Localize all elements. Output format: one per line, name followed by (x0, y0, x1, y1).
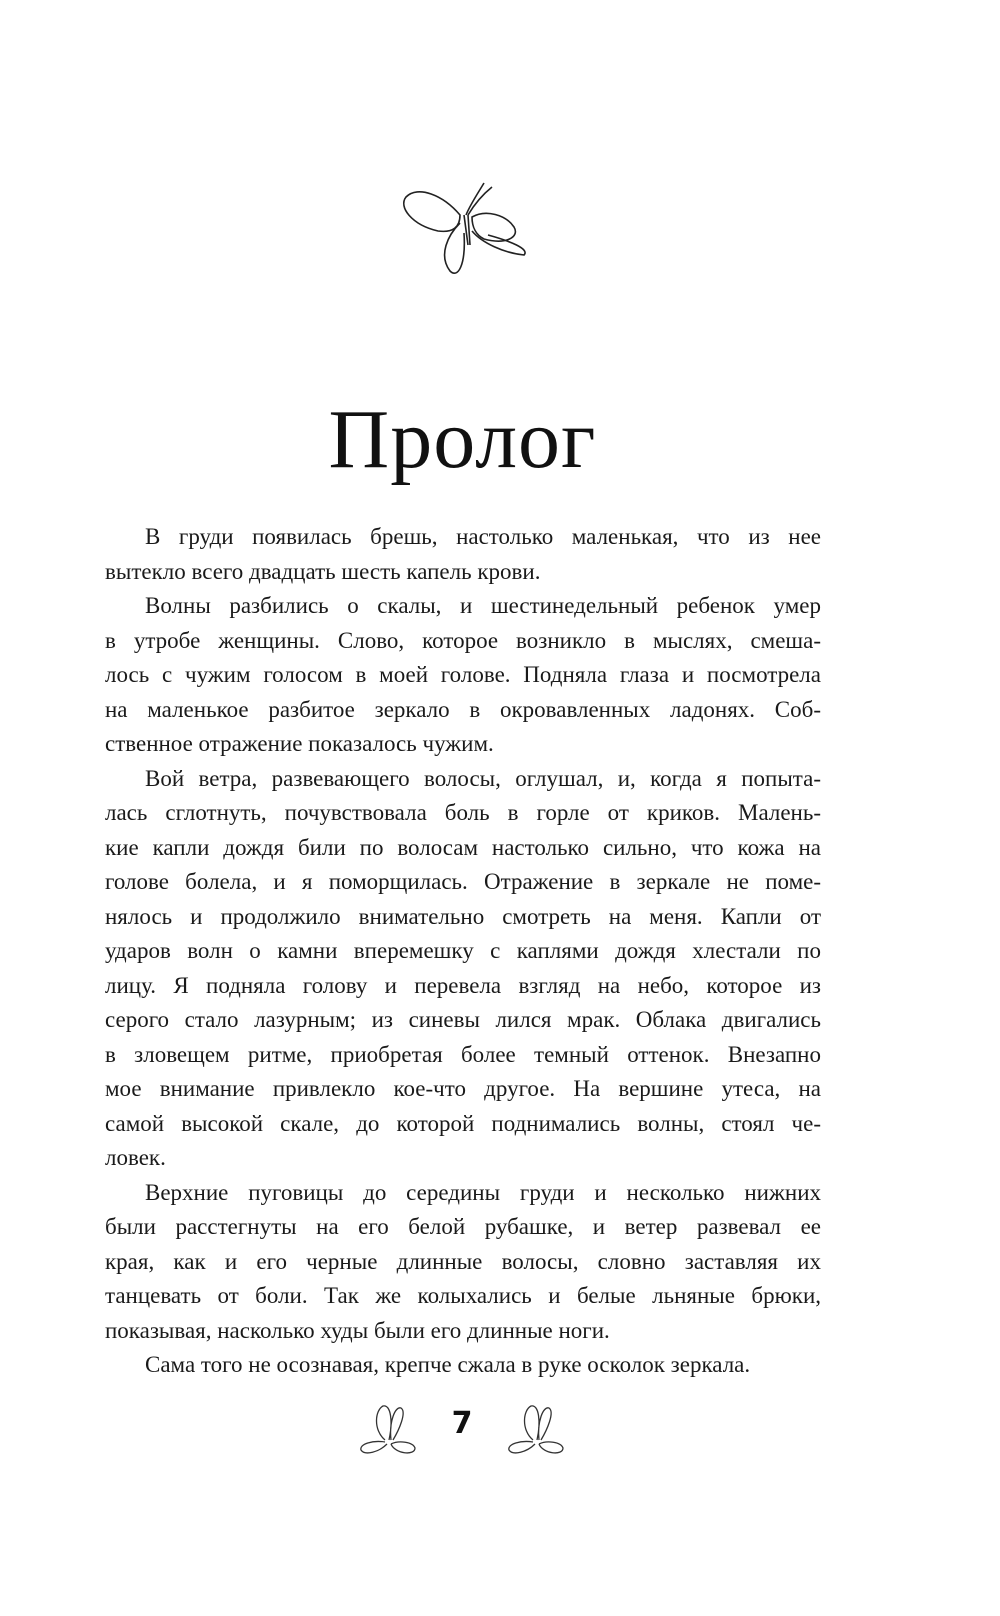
text-line: в зловещем ритме, приобретая более темный оттенок. Внезапно (105, 1041, 821, 1067)
chapter-body-text (105, 520, 821, 1383)
text-line: ловек. (105, 1145, 166, 1170)
text-line: показывая, насколько худы были его длинные ноги. (105, 1317, 610, 1343)
paragraph (105, 1348, 821, 1383)
text-line: кие капли дождя били по волосам настолько сильно, что кожа на (105, 834, 821, 860)
paragraph (105, 1176, 821, 1349)
text-line: лось с чужим голосом в моей голове. Подняла глаза и посмотрела (105, 662, 821, 687)
text-line: Сама того не осознавая, крепче сжала в руке осколок зеркала. (145, 1352, 751, 1377)
text-line: ственное отражение показалось чужим. (105, 731, 494, 756)
page-footer (355, 1400, 570, 1460)
text-line: самой высокой скале, до которой поднимались волны, стоял че- (105, 1110, 821, 1136)
text-line: были расстегнуты на его белой рубашке, и ветер развевал ее (105, 1214, 821, 1239)
text-line: серого стало лазурным; из синевы лился мрак. Облака двигались (105, 1007, 821, 1032)
chapter-title: Пролог (328, 393, 597, 487)
text-line: вытекло всего двадцать шесть капель крови. (105, 558, 541, 584)
butterfly-right-icon (503, 1400, 573, 1460)
text-line: голове болела, и я поморщилась. Отражение в зеркале не поме- (105, 869, 821, 894)
butterfly-ornament-icon (398, 175, 538, 285)
page-number: 7 (451, 1406, 473, 1441)
paragraph (105, 520, 821, 589)
text-line: ударов волн о камни вперемешку с каплями дождя хлестали по (105, 938, 821, 963)
text-line: Вой ветра, развевающего волосы, оглушал, и, когда я попыта- (145, 765, 821, 791)
text-line: нялось и продолжило внимательно смотреть на меня. Капли от (105, 903, 821, 929)
text-line: В груди появилась брешь, настолько маленькая, что из нее (145, 524, 821, 549)
text-line: лицу. Я подняла голову и перевела взгляд на небо, которое из (105, 972, 821, 998)
text-line: Волны разбились о скалы, и шестинедельный ребенок умер (145, 593, 821, 618)
paragraph (105, 589, 821, 762)
text-line: в утробе женщины. Слово, которое возникло в мыслях, смеша- (105, 627, 821, 653)
text-line: Верхние пуговицы до середины груди и несколько нижних (145, 1179, 821, 1205)
butterfly-left-icon (355, 1400, 425, 1460)
text-line: лась сглотнуть, почувствовала боль в горле от криков. Малень- (105, 800, 821, 825)
paragraph (105, 762, 821, 1176)
text-line: мое внимание привлекло кое-что другое. На вершине утеса, на (105, 1076, 821, 1101)
text-line: на маленькое разбитое зеркало в окровавленных ладонях. Соб- (105, 696, 821, 722)
text-line: края, как и его черные длинные волосы, словно заставляя их (105, 1248, 821, 1274)
text-line: танцевать от боли. Так же колыхались и белые льняные брюки, (105, 1283, 821, 1308)
